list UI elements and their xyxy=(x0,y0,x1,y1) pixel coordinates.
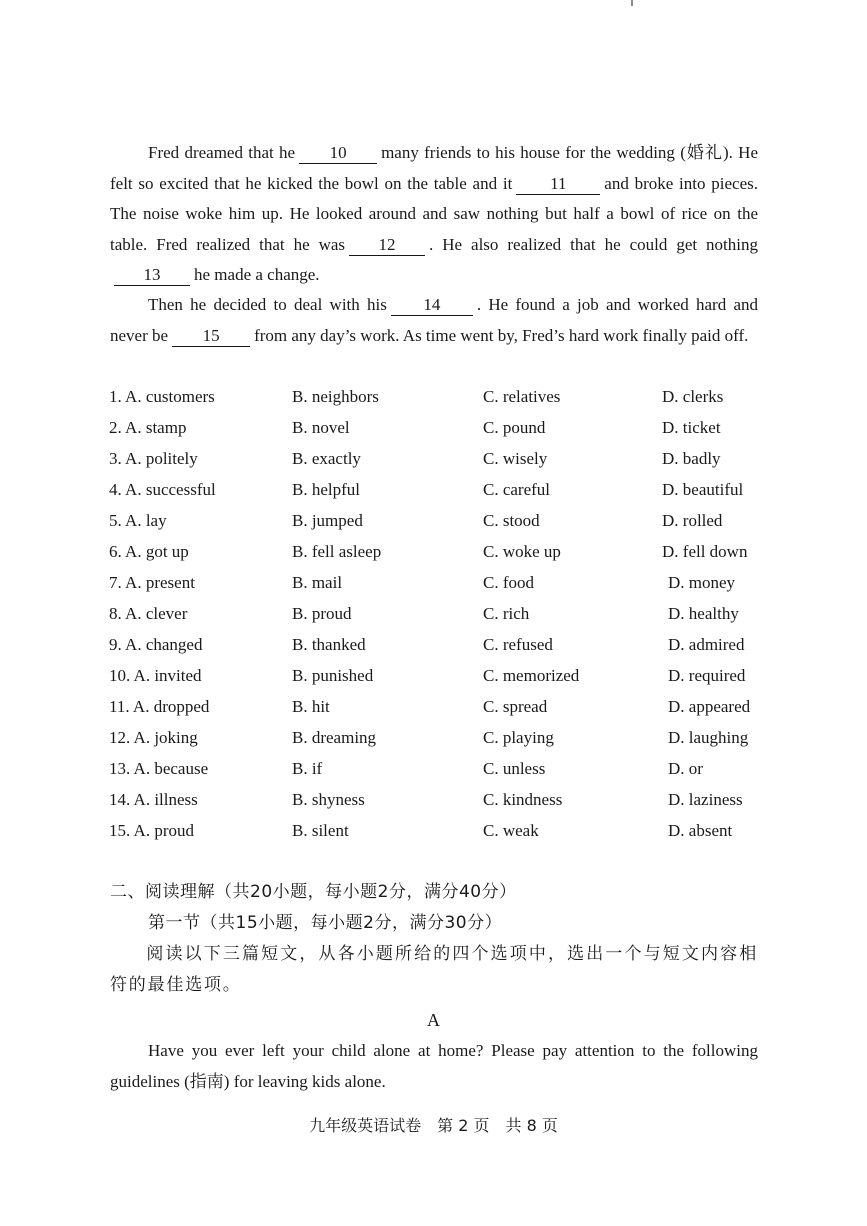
cloze-text: he made a change. xyxy=(194,265,320,284)
option-a: 3. A. politely xyxy=(109,449,198,468)
cloze-text: . He found a job and worked hard and never be xyxy=(110,295,758,345)
option-a: 2. A. stamp xyxy=(109,418,187,437)
option-c: C. refused xyxy=(483,635,553,654)
option-b: B. neighbors xyxy=(292,387,379,406)
option-b: B. exactly xyxy=(292,449,361,468)
option-a: 6. A. got up xyxy=(109,542,189,561)
option-d: D. clerks xyxy=(662,387,724,406)
option-b: B. jumped xyxy=(292,511,363,530)
section-title: 二、阅读理解（共20小题，每小题2分，满分40分） xyxy=(110,882,517,902)
blank-14: 14 xyxy=(391,295,473,316)
option-b: B. mail xyxy=(292,573,343,592)
instruction-sentence: 阅读以下三篇短文，从各小题所给的四个选项中，选出一个与短文内容相符的最佳选项。 xyxy=(110,944,758,995)
blank-11: 11 xyxy=(516,174,600,195)
option-a: 10. A. invited xyxy=(109,666,202,685)
option-b: B. silent xyxy=(292,821,349,840)
option-a: 7. A. present xyxy=(109,573,195,592)
option-b: B. helpful xyxy=(292,480,360,499)
option-c: C. relatives xyxy=(483,387,561,406)
option-row xyxy=(109,598,769,629)
option-a: 14. A. illness xyxy=(109,790,198,809)
option-row xyxy=(109,660,769,691)
blank-10: 10 xyxy=(299,143,377,164)
scan-mark xyxy=(631,0,633,6)
option-c: C. memorized xyxy=(483,666,580,685)
option-a: 15. A. proud xyxy=(109,821,194,840)
option-row xyxy=(109,505,769,536)
blank-15: 15 xyxy=(172,326,250,347)
option-row xyxy=(109,722,769,753)
option-d: D. laziness xyxy=(668,790,743,809)
option-c: C. rich xyxy=(483,604,530,623)
passage-intro-text: Have you ever left your child alone at home? Please pay attention to the following guidelines (指南) for leaving kids alone. xyxy=(110,1041,758,1091)
option-b: B. hit xyxy=(292,697,330,716)
option-d: D. laughing xyxy=(668,728,749,747)
option-d: D. healthy xyxy=(668,604,739,623)
option-c: C. pound xyxy=(483,418,546,437)
option-d: D. money xyxy=(668,573,736,592)
option-d: D. fell down xyxy=(662,542,748,561)
option-a: 13. A. because xyxy=(109,759,209,778)
option-row xyxy=(109,784,769,815)
option-row xyxy=(109,691,769,722)
option-d: D. or xyxy=(668,759,703,778)
option-row xyxy=(109,815,769,846)
blank-13: 13 xyxy=(114,265,190,286)
sub-section-title: 第一节（共15小题，每小题2分，满分30分） xyxy=(148,913,503,933)
option-c: C. stood xyxy=(483,511,540,530)
option-a: 9. A. changed xyxy=(109,635,203,654)
cloze-text: many friends to his house for the wedding (婚礼). He felt so excited that he kicked the bowl on the table and it xyxy=(110,143,758,193)
option-c: C. spread xyxy=(483,697,548,716)
option-row xyxy=(109,381,769,412)
option-row xyxy=(109,753,769,784)
option-c: C. weak xyxy=(483,821,539,840)
option-c: C. wisely xyxy=(483,449,548,468)
option-d: D. required xyxy=(668,666,746,685)
option-d: D. admired xyxy=(668,635,745,654)
option-c: C. woke up xyxy=(483,542,561,561)
option-row xyxy=(109,443,769,474)
option-c: C. unless xyxy=(483,759,546,778)
option-row xyxy=(109,567,769,598)
option-b: B. novel xyxy=(292,418,350,437)
option-a: 12. A. joking xyxy=(109,728,198,747)
option-b: B. shyness xyxy=(292,790,365,809)
option-d: D. ticket xyxy=(662,418,721,437)
page-footer: 九年级英语试卷 第 2 页 共 8 页 xyxy=(309,1116,558,1135)
option-b: B. if xyxy=(292,759,323,778)
option-d: D. absent xyxy=(668,821,733,840)
option-d: D. rolled xyxy=(662,511,723,530)
option-b: B. thanked xyxy=(292,635,366,654)
blank-12: 12 xyxy=(349,235,425,256)
option-b: B. proud xyxy=(292,604,352,623)
passage-intro xyxy=(110,1036,758,1097)
option-b: B. dreaming xyxy=(292,728,377,747)
cloze-paragraph-1 xyxy=(110,138,758,291)
option-a: 8. A. clever xyxy=(109,604,188,623)
cloze-text: from any day’s work. As time went by, Fred’s hard work finally paid off. xyxy=(254,325,749,345)
option-d: D. beautiful xyxy=(662,480,744,499)
cloze-text: and broke into pieces. The noise woke him up. He looked around and saw nothing but half a bowl of rice on the table. Fred realized that he was xyxy=(110,173,758,254)
cloze-text: . He also realized that he could get nothing xyxy=(429,234,758,254)
option-b: B. punished xyxy=(292,666,374,685)
option-c: C. food xyxy=(483,573,534,592)
option-c: C. kindness xyxy=(483,790,563,809)
option-c: C. careful xyxy=(483,480,551,499)
option-row xyxy=(109,412,769,443)
option-a: 5. A. lay xyxy=(109,511,167,530)
option-row xyxy=(109,536,769,567)
option-a: 1. A. customers xyxy=(109,387,215,406)
option-a: 4. A. successful xyxy=(109,480,216,499)
passage-label: A xyxy=(427,1010,440,1030)
cloze-text: Fred dreamed that he xyxy=(148,143,296,162)
option-d: D. badly xyxy=(662,449,721,468)
option-row xyxy=(109,629,769,660)
option-b: B. fell asleep xyxy=(292,542,382,561)
option-row xyxy=(109,474,769,505)
option-c: C. playing xyxy=(483,728,554,747)
option-d: D. appeared xyxy=(668,697,751,716)
cloze-paragraph-2 xyxy=(110,290,758,351)
answer-options xyxy=(109,381,769,846)
cloze-text: Then he decided to deal with his xyxy=(148,295,387,314)
option-a: 11. A. dropped xyxy=(109,697,210,716)
instruction-text xyxy=(110,939,758,1001)
